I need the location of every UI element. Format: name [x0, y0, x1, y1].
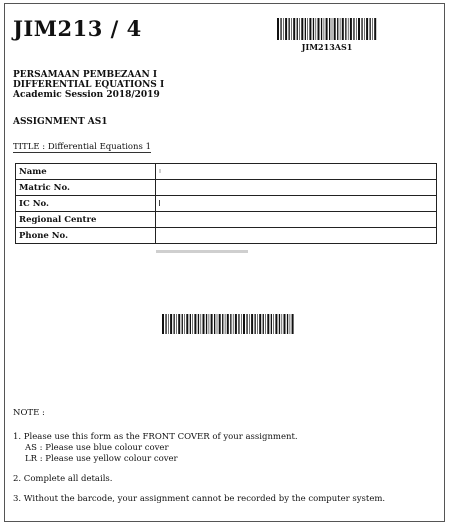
barcode-bar — [305, 18, 306, 40]
barcode-bar — [289, 18, 290, 40]
barcode-bar — [225, 314, 226, 334]
table-row — [16, 196, 437, 212]
barcode-bar — [233, 314, 234, 334]
note-item-2: 2. Complete all details. — [13, 474, 113, 484]
course-malay-title: PERSAMAAN PEMBEZAAN I — [13, 70, 158, 80]
barcode-bar — [292, 314, 294, 334]
barcode-bar — [374, 18, 376, 40]
barcode-bar — [209, 314, 210, 334]
barcode-bar — [282, 314, 283, 334]
barcode-bar — [182, 314, 183, 334]
barcode-bar — [201, 314, 202, 334]
field-value-name[interactable] — [156, 164, 437, 180]
barcode-bar — [356, 18, 357, 40]
barcode-bar — [230, 314, 231, 334]
barcode-bar — [259, 314, 261, 334]
barcode-bar — [271, 314, 272, 334]
barcode-bar — [370, 18, 371, 40]
barcode-bar — [190, 314, 191, 334]
barcode-bar — [287, 314, 288, 334]
barcode-bar — [194, 314, 196, 334]
barcode-bar — [178, 314, 180, 334]
barcode-bar — [326, 18, 328, 40]
barcode-bar — [174, 314, 175, 334]
barcode-bar — [176, 314, 177, 334]
main-barcode — [162, 314, 294, 334]
barcode-bar — [366, 18, 368, 40]
barcode-bar — [364, 18, 365, 40]
barcode-bar — [219, 314, 221, 334]
barcode-bar — [337, 18, 338, 40]
barcode-bar — [321, 18, 322, 40]
barcode-bar — [280, 18, 281, 40]
barcode-bar — [324, 18, 325, 40]
barcode-bar — [273, 314, 274, 334]
field-value-matric[interactable] — [156, 180, 437, 196]
barcode-bar — [285, 18, 287, 40]
redaction-mark — [159, 169, 161, 173]
redaction-mark — [159, 200, 160, 206]
barcode-bar — [267, 314, 269, 334]
barcode-bar — [255, 314, 256, 334]
barcode-bar — [227, 314, 229, 334]
barcode-bar — [350, 18, 352, 40]
barcode-bar — [246, 314, 247, 334]
note-item-1-sub-lr: LR : Please use yellow colour cover — [25, 454, 178, 464]
barcode-bar — [348, 18, 349, 40]
barcode-bar — [329, 18, 330, 40]
barcode-bar — [238, 314, 239, 334]
barcode-bar — [279, 314, 280, 334]
barcode-bar — [297, 18, 298, 40]
barcode-bar — [299, 18, 300, 40]
barcode-bar — [316, 18, 317, 40]
barcode-bar — [251, 314, 253, 334]
redaction-mark — [156, 250, 248, 253]
table-row — [16, 180, 437, 196]
assignment-label: ASSIGNMENT AS1 — [13, 117, 108, 127]
barcode-bar — [361, 18, 362, 40]
barcode-bar — [265, 314, 266, 334]
table-row — [16, 164, 437, 180]
field-value-regional-centre[interactable] — [156, 212, 437, 228]
barcode-bar — [214, 314, 215, 334]
assignment-cover-page — [4, 3, 445, 522]
barcode-bar — [372, 18, 373, 40]
barcode-bar — [198, 314, 199, 334]
barcode-bar — [340, 18, 341, 40]
field-label-matric: Matric No. — [16, 180, 156, 196]
barcode-bar — [318, 18, 320, 40]
barcode-bar — [184, 314, 185, 334]
barcode-bar — [342, 18, 344, 40]
table-row — [16, 212, 437, 228]
barcode-bar — [243, 314, 245, 334]
academic-session: Academic Session 2018/2019 — [13, 90, 160, 100]
barcode-bar — [307, 18, 308, 40]
note-item-3: 3. Without the barcode, your assignment cannot be recorded by the computer system. — [13, 494, 386, 504]
barcode-bar — [345, 18, 346, 40]
assignment-title: TITLE : Differential Equations 1 — [13, 142, 151, 152]
note-item-1-sub-as: AS : Please use blue colour cover — [25, 443, 169, 453]
barcode-bar — [301, 18, 303, 40]
barcode-bar — [358, 18, 360, 40]
barcode-bar — [162, 314, 164, 334]
course-heading — [13, 70, 164, 100]
barcode-bar — [291, 18, 292, 40]
barcode-bar — [275, 314, 277, 334]
field-value-phone[interactable] — [156, 228, 437, 244]
field-label-phone: Phone No. — [16, 228, 156, 244]
barcode-bar — [293, 18, 295, 40]
barcode-bar — [217, 314, 218, 334]
barcode-bar — [235, 314, 237, 334]
barcode-bar — [206, 314, 207, 334]
note-item-1: 1. Please use this form as the FRONT COVER of your assignment. — [13, 432, 298, 442]
barcode-bar — [353, 18, 354, 40]
top-barcode — [277, 18, 377, 40]
course-english-title: DIFFERENTIAL EQUATIONS I — [13, 80, 165, 90]
barcode-bar — [309, 18, 311, 40]
barcode-bar — [277, 18, 279, 40]
barcode-bar — [192, 314, 193, 334]
field-label-name: Name — [16, 164, 156, 180]
barcode-bar — [168, 314, 169, 334]
phone-row-divider — [156, 243, 436, 244]
student-details-table — [15, 163, 437, 244]
barcode-bar — [290, 314, 291, 334]
barcode-bar — [211, 314, 213, 334]
note-list — [13, 432, 438, 505]
barcode-bar — [241, 314, 242, 334]
barcode-bar — [186, 314, 188, 334]
barcode-bar — [332, 18, 333, 40]
barcode-bar — [257, 314, 258, 334]
barcode-bar — [334, 18, 336, 40]
table-row — [16, 228, 437, 244]
barcode-bar — [222, 314, 223, 334]
barcode-bar — [284, 314, 286, 334]
note-heading: NOTE : — [13, 408, 45, 418]
barcode-bar — [313, 18, 314, 40]
barcode-bar — [263, 314, 264, 334]
course-code: JIM213 / 4 — [13, 16, 142, 41]
field-label-ic: IC No. — [16, 196, 156, 212]
barcode-bar — [283, 18, 284, 40]
field-value-ic[interactable] — [156, 196, 437, 212]
top-barcode-label: JIM213AS1 — [301, 42, 353, 52]
barcode-bar — [203, 314, 205, 334]
barcode-bar — [249, 314, 250, 334]
barcode-bar — [165, 314, 166, 334]
field-label-regional-centre: Regional Centre — [16, 212, 156, 228]
barcode-bar — [170, 314, 172, 334]
